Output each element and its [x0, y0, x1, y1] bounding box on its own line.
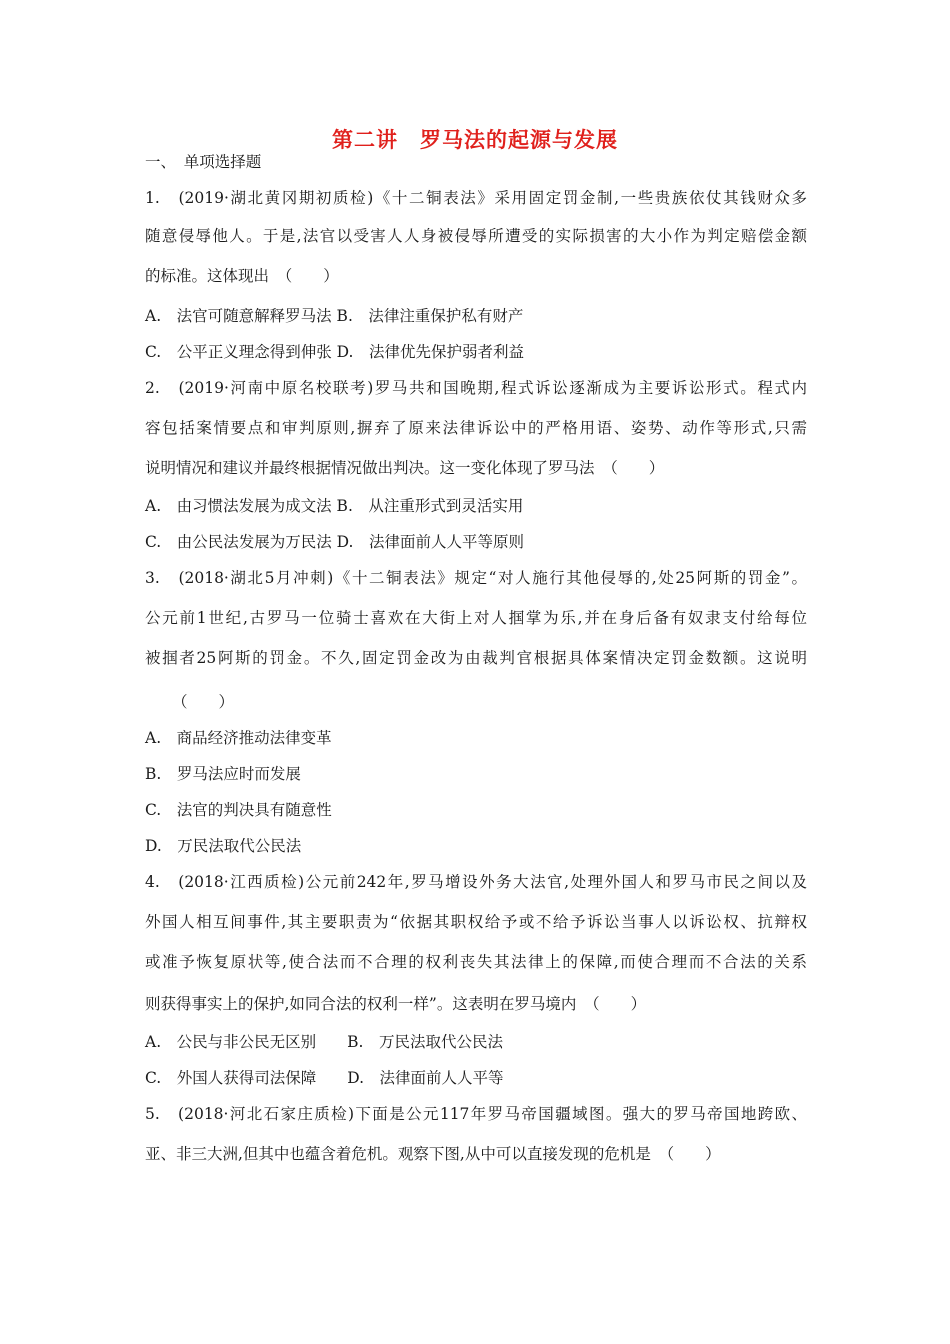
q2-stem-line-2: 容包括案情要点和审判原则,摒弃了原来法律诉讼中的严格用语、姿势、动作等形式,只需	[145, 419, 807, 437]
q3-stem-line-3: 被掴者25阿斯的罚金。不久,固定罚金改为由裁判官根据具体案情决定罚金数额。这说明	[145, 649, 807, 667]
q3-answer-bracket: （ ）	[172, 693, 235, 711]
q4-options-ab: A. 公民与非公民无区别 B. 万民法取代公民法	[145, 1033, 503, 1051]
q3-option-a: A. 商品经济推动法律变革	[145, 729, 332, 747]
page-title: 第二讲 罗马法的起源与发展	[332, 128, 618, 152]
q3-stem-line-1: 3. (2018·湖北5月冲刺)《十二铜表法》规定“对人施行其他侵辱的,处25阿斯的罚金”。	[145, 569, 807, 587]
q2-options-cd: C. 由公民法发展为万民法 D. 法律面前人人平等原则	[145, 533, 524, 551]
q4-options-cd: C. 外国人获得司法保障 D. 法律面前人人平等	[145, 1069, 504, 1087]
q2-stem-line-1: 2. (2019·河南中原名校联考)罗马共和国晚期,程式诉讼逐渐成为主要诉讼形式。程式内	[145, 379, 807, 397]
q4-stem-line-2: 外国人相互间事件,其主要职责为“依据其职权给予或不给予诉讼当事人以诉讼权、抗辩权	[145, 913, 807, 931]
q1-options-ab: A. 法官可随意解释罗马法 B. 法律注重保护私有财产	[145, 307, 524, 325]
q3-option-c: C. 法官的判决具有随意性	[145, 801, 332, 819]
q2-stem-line-3: 说明情况和建议并最终根据情况做出判决。这一变化体现了罗马法 （ ）	[145, 459, 665, 477]
q3-option-b: B. 罗马法应时而发展	[145, 765, 301, 783]
q4-stem-line-3: 或准予恢复原状等,使合法而不合理的权利丧失其法律上的保障,而使合理而不合法的关系	[145, 953, 807, 971]
q1-options-cd: C. 公平正义理念得到伸张 D. 法律优先保护弱者利益	[145, 343, 524, 361]
q3-option-d: D. 万民法取代公民法	[145, 837, 302, 855]
q1-stem-line-2: 随意侵辱他人。于是,法官以受害人人身被侵辱所遭受的实际损害的大小作为判定赔偿金额	[145, 227, 807, 245]
q1-stem-line-1: 1. (2019·湖北黄冈期初质检)《十二铜表法》采用固定罚金制,一些贵族依仗其钱财众多	[145, 189, 807, 207]
q1-stem-line-3: 的标准。这体现出 （ ）	[145, 267, 339, 285]
section-heading: 一、 单项选择题	[145, 153, 262, 171]
q4-stem-line-4: 则获得事实上的保护,如同合法的权利一样”。这表明在罗马境内 （ ）	[145, 995, 647, 1013]
q3-stem-line-2: 公元前1世纪,古罗马一位骑士喜欢在大街上对人掴掌为乐,并在身后备有奴隶支付给每位	[145, 609, 807, 627]
q5-stem-line-1: 5. (2018·河北石家庄质检)下面是公元117年罗马帝国疆域图。强大的罗马帝国地跨欧、	[145, 1105, 807, 1123]
q4-stem-line-1: 4. (2018·江西质检)公元前242年,罗马增设外务大法官,处理外国人和罗马市民之间以及	[145, 873, 807, 891]
q2-options-ab: A. 由习惯法发展为成文法 B. 从注重形式到灵活实用	[145, 497, 524, 515]
q5-stem-line-2: 亚、非三大洲,但其中也蕴含着危机。观察下图,从中可以直接发现的危机是 （ ）	[145, 1145, 721, 1163]
